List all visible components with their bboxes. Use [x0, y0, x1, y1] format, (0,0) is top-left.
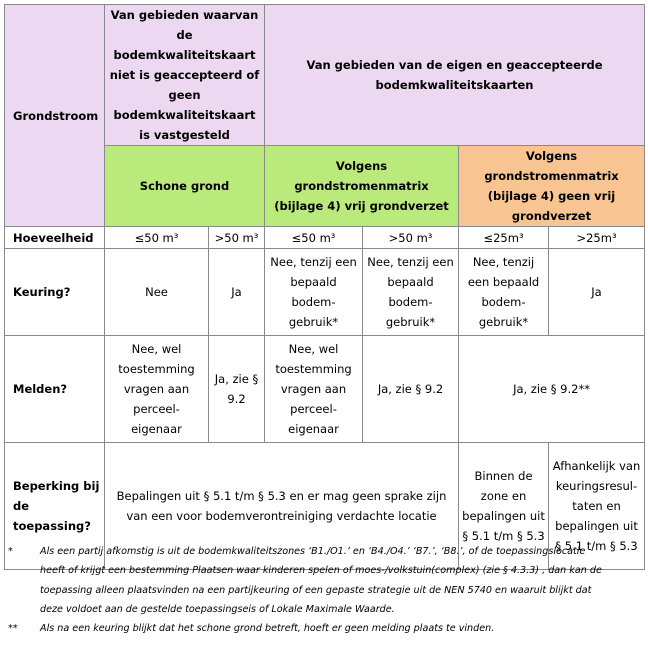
beperking-cell: Afhankelijk van keuringsresul-taten en bepalingen uit § 5.1 t/m § 5.3	[549, 443, 645, 570]
footnotes	[0, 542, 648, 638]
keuring-cell: Nee, tenzij een bepaald bodem-gebruik*	[265, 249, 363, 336]
hoeveelheid-cell: ≤50 m³	[105, 227, 209, 249]
beperking-cell: Bepalingen uit § 5.1 t/m § 5.3 en er mag geen sprake zijn van een voor bodemverontreiniging verdachte locatie	[105, 443, 459, 570]
keuring-cell: Ja	[549, 249, 645, 336]
keuring-cell: Nee, tenzij een bepaald bodem-gebruik*	[363, 249, 459, 336]
melden-cell: Nee, wel toestemming vragen aan perceel-eigenaar	[265, 336, 363, 443]
melden-cell: Ja, zie § 9.2	[209, 336, 265, 443]
hoeveelheid-cell: >25m³	[549, 227, 645, 249]
beperking-cell: Binnen de zone en bepalingen uit § 5.1 t/m § 5.3	[459, 443, 549, 570]
grondstroom-header: Grondstroom	[5, 5, 105, 227]
footnote	[0, 542, 648, 619]
melden-cell: Ja, zie § 9.2	[363, 336, 459, 443]
keuring-cell: Nee, tenzij een bepaald bodem-gebruik*	[459, 249, 549, 336]
footnote-mark: *	[8, 546, 13, 557]
row-label-melden: Melden?	[5, 336, 105, 443]
hoeveelheid-cell: ≤50 m³	[265, 227, 363, 249]
row-label-hoeveelheid: Hoeveelheid	[5, 227, 105, 249]
hoeveelheid-cell: >50 m³	[363, 227, 459, 249]
hoeveelheid-cell: >50 m³	[209, 227, 265, 249]
schone-grond-header: Schone grond	[105, 146, 265, 227]
footnote-mark: **	[8, 623, 18, 635]
melden-cell: Nee, wel toestemming vragen aan perceel-eigenaar	[105, 336, 209, 443]
footnote-text: Als een partij afkomstig is uit de bodemkwaliteitszones ‘B1./O1.’ en ‘B4./O4.’ ‘B7.’, ‘B8.’, of de toepassingslocatie heeft of krijgt een bestemming Plaatsen waar kinderen spelen of moes-/volkstuin(complex) (zie § 4.3.3) , dan kan de toepassing alleen plaatsvinden na een partijkeuring of een gepaste strategie uit de NEN 5740 en waaruit blijkt dat deze voldoet aan de gestelde toepassingseis of Lokale Maximale Waarde.	[40, 546, 602, 615]
footnote	[0, 619, 648, 638]
hoeveelheid-cell: ≤25m³	[459, 227, 549, 249]
keuring-cell: Nee	[105, 249, 209, 336]
matrix-vrij-header: Volgens grondstromenmatrix (bijlage 4) vrij grondverzet	[265, 146, 459, 227]
melden-cell: Ja, zie § 9.2**	[459, 336, 645, 443]
header-niet-geaccepteerd: Van gebieden waarvan de bodemkwaliteitskaart niet is geaccepteerd of geen bodemkwaliteitskaart is vastgesteld	[105, 5, 265, 146]
matrix-geen-vrij-header: Volgens grondstromenmatrix (bijlage 4) geen vrij grondverzet	[459, 146, 645, 227]
row-label-beperking: Beperking bij de toepassing?	[5, 443, 105, 570]
row-label-keuring: Keuring?	[5, 249, 105, 336]
grondstromen-table	[4, 4, 645, 570]
footnote-text: Als na een keuring blijkt dat het schone grond betreft, hoeft er geen melding plaats te vinden.	[40, 623, 495, 635]
keuring-cell: Ja	[209, 249, 265, 336]
header-geaccepteerd: Van gebieden van de eigen en geaccepteerde bodemkwaliteitskaarten	[265, 5, 645, 146]
